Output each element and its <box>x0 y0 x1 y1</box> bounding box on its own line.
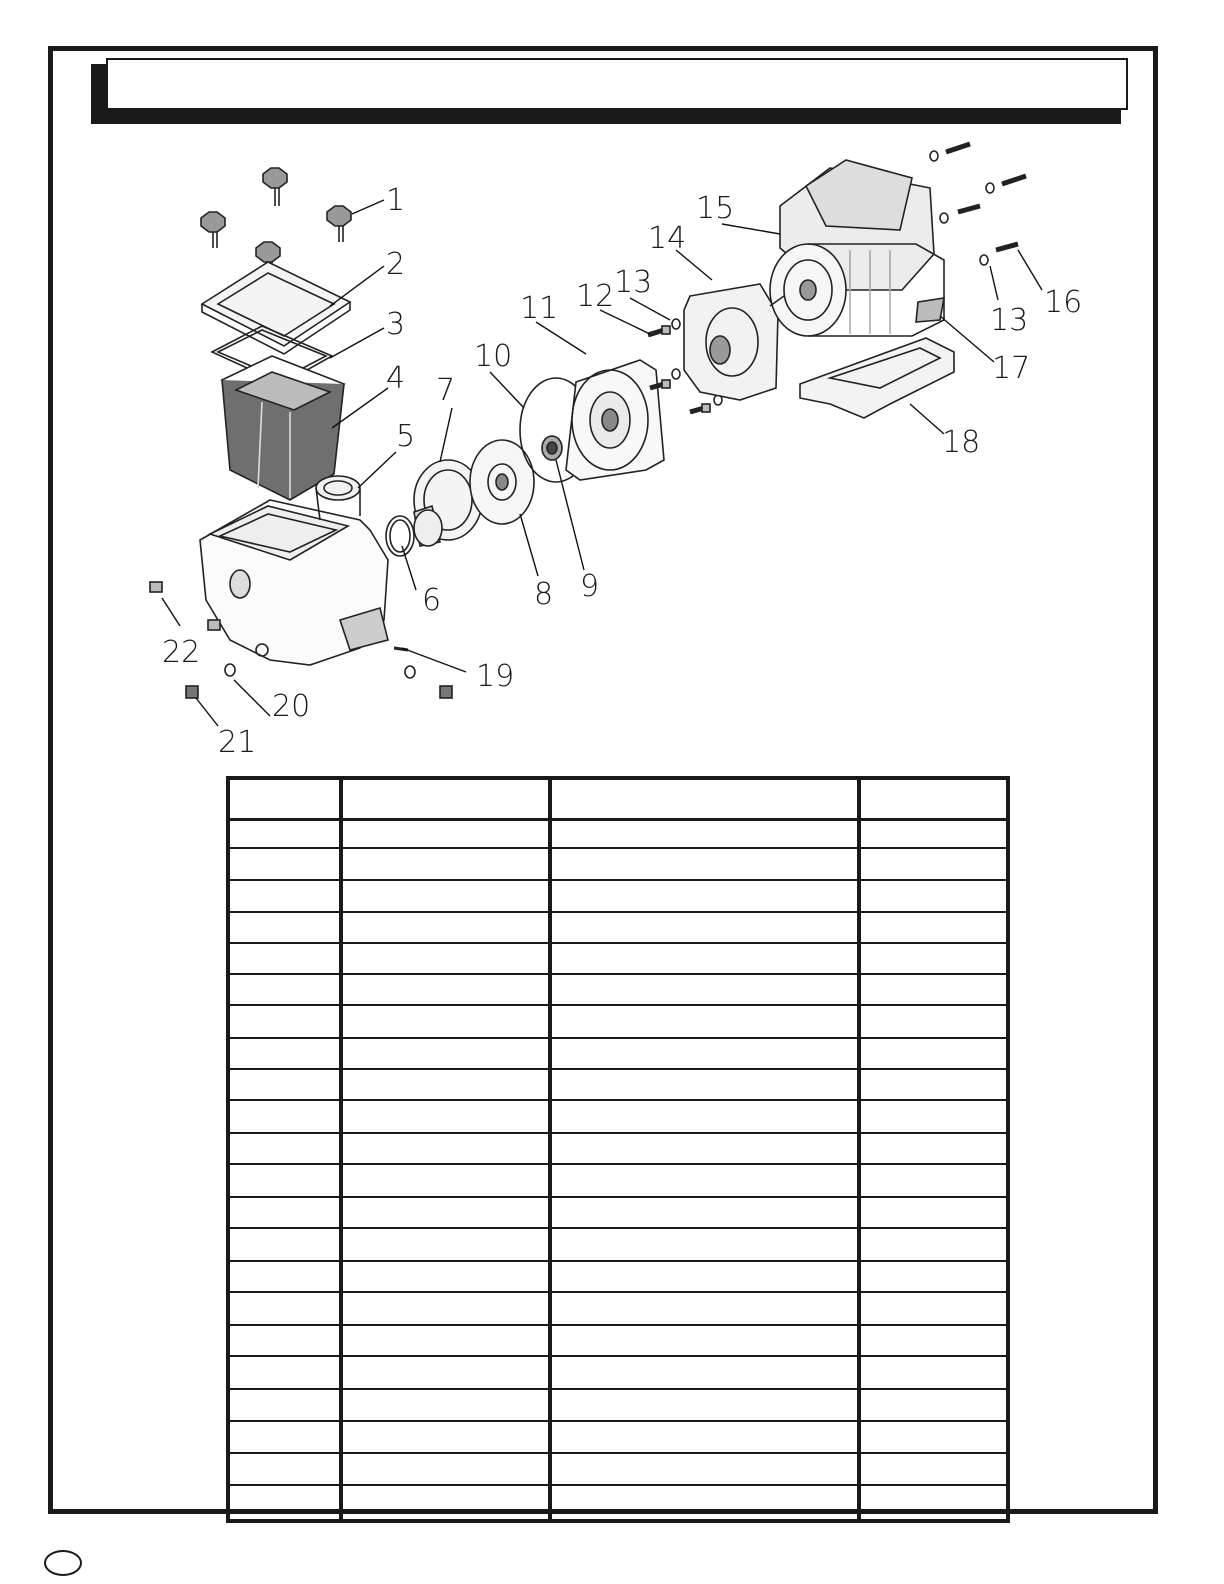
table-cell <box>859 1421 1008 1453</box>
table-cell <box>550 943 860 974</box>
callout-15: 15 <box>696 191 735 226</box>
header-col-1 <box>228 778 341 820</box>
table-cell <box>228 1325 341 1356</box>
table-cell <box>859 1485 1008 1521</box>
table-cell <box>341 880 550 912</box>
table-row <box>228 1197 1008 1228</box>
table-cell <box>859 1197 1008 1228</box>
table-row <box>228 974 1008 1005</box>
table-cell <box>859 1100 1008 1133</box>
motor-base-part <box>800 338 954 418</box>
table-row <box>228 1164 1008 1197</box>
table-cell <box>228 912 341 943</box>
table-cell <box>550 848 860 880</box>
callout-1: 1 <box>386 183 406 218</box>
table-row <box>228 1292 1008 1325</box>
table-cell <box>859 1356 1008 1389</box>
table-cell <box>228 1453 341 1485</box>
table-cell <box>859 1069 1008 1100</box>
pump-housing-part <box>200 476 388 665</box>
table-cell <box>550 1100 860 1133</box>
table-row <box>228 1421 1008 1453</box>
exploded-parts-diagram <box>0 0 1224 780</box>
page-number <box>44 1550 82 1576</box>
table-cell <box>341 1100 550 1133</box>
table-cell <box>228 1005 341 1038</box>
table-cell <box>550 1164 860 1197</box>
lid-knob-part <box>201 168 351 274</box>
table-cell <box>859 943 1008 974</box>
table-cell <box>859 1292 1008 1325</box>
callout-13b: 13 <box>990 303 1029 338</box>
table-row <box>228 1356 1008 1389</box>
table-cell <box>859 1133 1008 1164</box>
header-col-3 <box>550 778 860 820</box>
seal-plate-part <box>566 360 664 480</box>
table-cell <box>228 1292 341 1325</box>
table-cell <box>859 912 1008 943</box>
callout-19: 19 <box>476 659 515 694</box>
table-cell <box>859 1453 1008 1485</box>
table-cell <box>228 1197 341 1228</box>
table-cell <box>859 1325 1008 1356</box>
table-cell <box>341 1133 550 1164</box>
table-cell <box>550 1197 860 1228</box>
table-row <box>228 820 1008 848</box>
table-cell <box>550 820 860 848</box>
table-cell <box>550 1292 860 1325</box>
table-cell <box>550 974 860 1005</box>
table-cell <box>341 1261 550 1292</box>
callout-11: 11 <box>520 291 559 326</box>
callout-16: 16 <box>1044 285 1083 320</box>
table-cell <box>341 1453 550 1485</box>
table-row <box>228 1038 1008 1069</box>
table-row <box>228 1005 1008 1038</box>
table-cell <box>228 880 341 912</box>
table-cell <box>228 1164 341 1197</box>
table-cell <box>228 1133 341 1164</box>
table-cell <box>550 912 860 943</box>
strainer-lid-part <box>202 262 350 354</box>
table-cell <box>341 1164 550 1197</box>
table-row <box>228 1228 1008 1261</box>
table-row <box>228 1261 1008 1292</box>
table-cell <box>341 1421 550 1453</box>
table-row <box>228 912 1008 943</box>
header-col-2 <box>341 778 550 820</box>
table-cell <box>859 1228 1008 1261</box>
table-cell <box>228 1421 341 1453</box>
callout-8: 8 <box>534 577 554 612</box>
callout-21: 21 <box>218 725 257 760</box>
table-cell <box>859 848 1008 880</box>
motor-adapter-part <box>684 284 778 400</box>
table-cell <box>341 1292 550 1325</box>
table-row <box>228 943 1008 974</box>
table-cell <box>550 1485 860 1521</box>
callout-3: 3 <box>386 307 406 342</box>
table-row <box>228 1100 1008 1133</box>
table-cell <box>859 880 1008 912</box>
table-cell <box>550 1421 860 1453</box>
table-cell <box>550 1356 860 1389</box>
table-cell <box>228 1261 341 1292</box>
table-cell <box>228 1069 341 1100</box>
table-cell <box>859 974 1008 1005</box>
table-cell <box>550 1133 860 1164</box>
table-cell <box>228 1356 341 1389</box>
table-cell <box>228 1038 341 1069</box>
table-cell <box>228 820 341 848</box>
table-cell <box>859 1261 1008 1292</box>
table-row <box>228 880 1008 912</box>
table-cell <box>550 880 860 912</box>
table-cell <box>341 848 550 880</box>
table-header-row <box>228 778 1008 820</box>
table-cell <box>550 1261 860 1292</box>
table-cell <box>550 1038 860 1069</box>
table-cell <box>228 1228 341 1261</box>
table-cell <box>341 1485 550 1521</box>
callout-20: 20 <box>272 689 311 724</box>
table-cell <box>228 1389 341 1421</box>
callout-5: 5 <box>396 419 416 454</box>
impeller-part <box>470 440 534 524</box>
callout-12: 12 <box>576 279 615 314</box>
table-cell <box>341 1038 550 1069</box>
table-cell <box>859 1164 1008 1197</box>
callout-10: 10 <box>474 339 513 374</box>
diffuser-o-ring-part <box>386 516 414 556</box>
table-cell <box>341 974 550 1005</box>
callout-18: 18 <box>942 425 981 460</box>
table-cell <box>341 912 550 943</box>
table-cell <box>859 1038 1008 1069</box>
header-col-4 <box>859 778 1008 820</box>
table-cell <box>228 848 341 880</box>
table-cell <box>550 1069 860 1100</box>
motor-shim-part <box>916 298 944 322</box>
table-row <box>228 1389 1008 1421</box>
callout-6: 6 <box>422 583 442 618</box>
table-cell <box>341 1005 550 1038</box>
table-cell <box>859 820 1008 848</box>
table-row <box>228 1453 1008 1485</box>
shaft-seal-part <box>542 436 562 460</box>
callout-7: 7 <box>436 373 456 408</box>
table-cell <box>550 1389 860 1421</box>
table-cell <box>550 1005 860 1038</box>
table-cell <box>550 1325 860 1356</box>
callout-9: 9 <box>580 569 600 604</box>
table-cell <box>859 1389 1008 1421</box>
table-row <box>228 848 1008 880</box>
motor-bolts-part <box>930 144 1026 265</box>
table-cell <box>341 1228 550 1261</box>
table-cell <box>341 1356 550 1389</box>
table-row <box>228 1069 1008 1100</box>
callout-14: 14 <box>648 221 687 256</box>
table-cell <box>228 1485 341 1521</box>
parts-list-table <box>226 776 1010 1523</box>
table-cell <box>550 1228 860 1261</box>
table-cell <box>341 943 550 974</box>
callout-17: 17 <box>992 351 1031 386</box>
table-cell <box>341 1389 550 1421</box>
table-row <box>228 1133 1008 1164</box>
table-cell <box>859 1005 1008 1038</box>
callout-2: 2 <box>386 247 406 282</box>
table-cell <box>228 1100 341 1133</box>
callout-13a: 13 <box>614 265 653 300</box>
table-cell <box>550 1453 860 1485</box>
table-cell <box>341 1197 550 1228</box>
table-row <box>228 1325 1008 1356</box>
callout-22: 22 <box>162 635 201 670</box>
table-cell <box>341 820 550 848</box>
callout-4: 4 <box>386 361 406 396</box>
table-cell <box>228 943 341 974</box>
table-cell <box>341 1069 550 1100</box>
table-cell <box>341 1325 550 1356</box>
table-cell <box>228 974 341 1005</box>
table-row <box>228 1485 1008 1521</box>
